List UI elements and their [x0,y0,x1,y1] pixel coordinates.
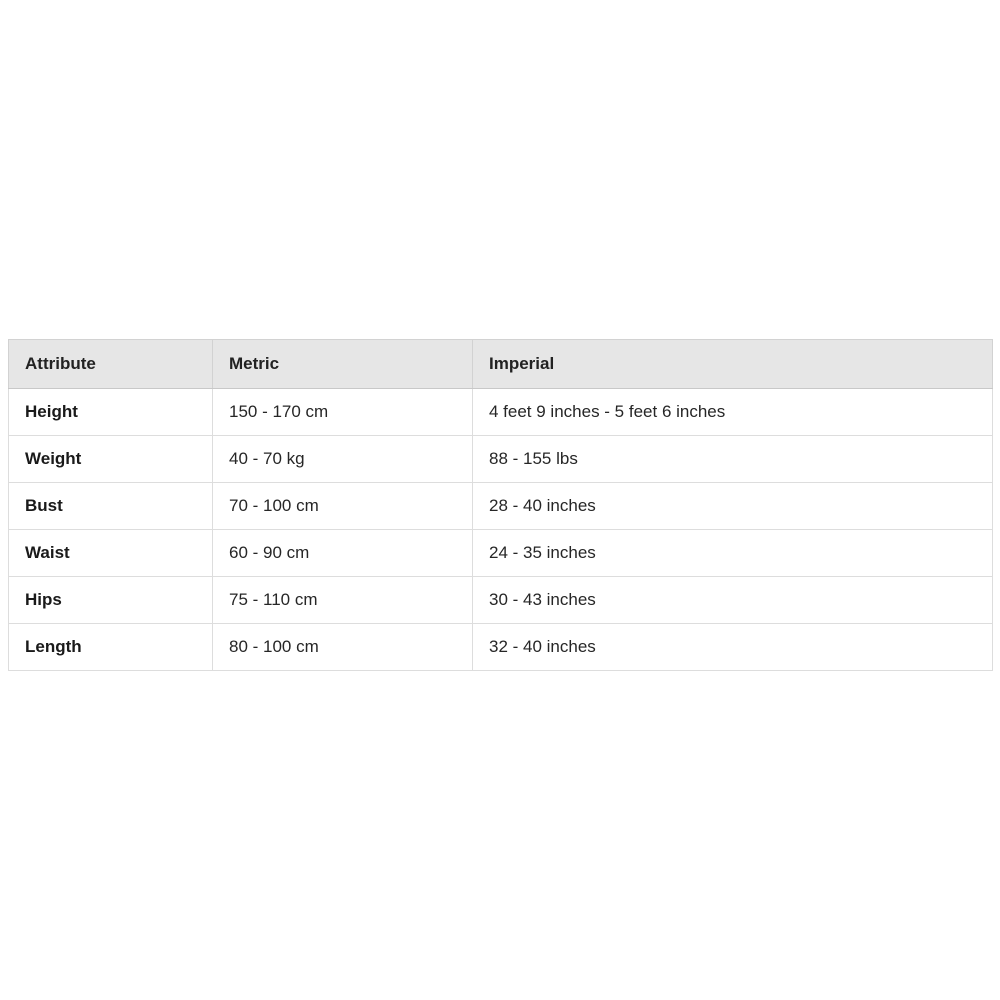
table-body [9,389,993,671]
cell-imperial: 30 - 43 inches [473,577,993,624]
cell-imperial: 4 feet 9 inches - 5 feet 6 inches [473,389,993,436]
table-row [9,389,993,436]
cell-attribute: Length [9,624,213,671]
column-header-metric: Metric [213,340,473,389]
cell-attribute: Height [9,389,213,436]
table-row [9,577,993,624]
column-header-attribute: Attribute [9,340,213,389]
cell-imperial: 32 - 40 inches [473,624,993,671]
size-chart-table [8,339,993,671]
cell-attribute: Weight [9,436,213,483]
cell-attribute: Bust [9,483,213,530]
table-row [9,624,993,671]
cell-metric: 40 - 70 kg [213,436,473,483]
cell-metric: 60 - 90 cm [213,530,473,577]
cell-imperial: 88 - 155 lbs [473,436,993,483]
cell-metric: 75 - 110 cm [213,577,473,624]
cell-metric: 70 - 100 cm [213,483,473,530]
cell-imperial: 24 - 35 inches [473,530,993,577]
table-row [9,436,993,483]
cell-imperial: 28 - 40 inches [473,483,993,530]
column-header-imperial: Imperial [473,340,993,389]
cell-attribute: Hips [9,577,213,624]
table-row [9,483,993,530]
table-head [9,340,993,389]
table-header-row [9,340,993,389]
table-row [9,530,993,577]
cell-metric: 150 - 170 cm [213,389,473,436]
cell-attribute: Waist [9,530,213,577]
cell-metric: 80 - 100 cm [213,624,473,671]
size-chart-container [8,339,992,671]
